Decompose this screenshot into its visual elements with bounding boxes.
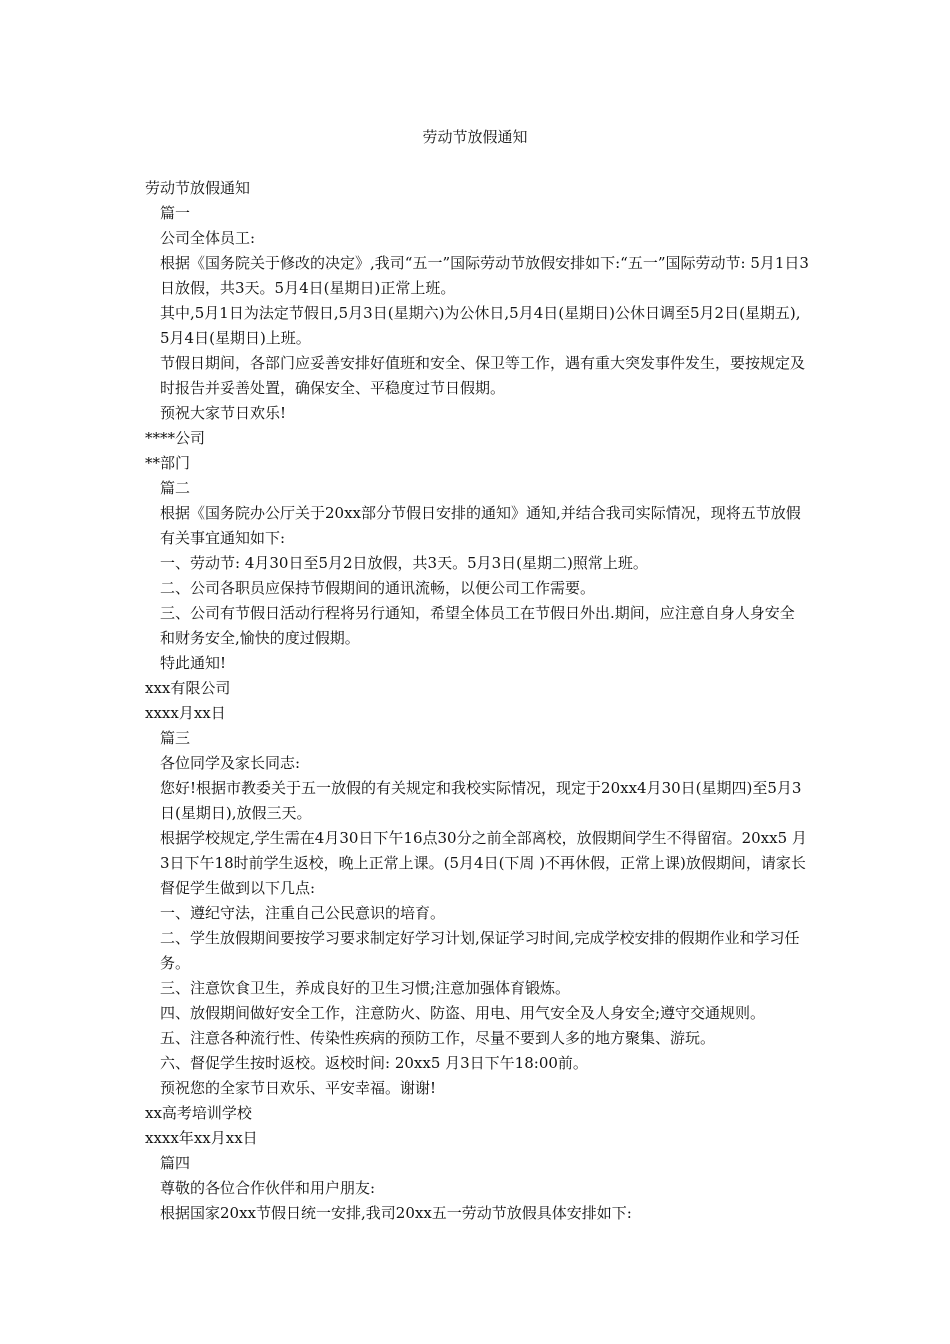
document-paragraph: 预祝您的全家节日欢乐、平安幸福。谢谢! [160, 1079, 437, 1097]
document-paragraph: 三、公司有节假日活动行程将另行通知，希望全体员工在节假日外出.期间，应注意自身人身安全和财务安全,愉快的度过假期。 [160, 604, 795, 647]
document-paragraph: 您好!根据市教委关于五一放假的有关规定和我校实际情况，现定于20xx4月30日(星期四)至5月3日(星期日),放假三天。 [160, 779, 802, 822]
document-paragraph: 根据学校规定,学生需在4月30日下午16点30分之前全部离校，放假期间学生不得留宿。20xx5 月3日下午18时前学生返校，晚上正常上课。(5月4日(下周 )不再休假，正常上课)放假期间，请家长督促学生做到以下几点: [160, 829, 807, 897]
document-paragraph: 一、遵纪守法，注重自己公民意识的培育。 [160, 904, 446, 922]
document-paragraph: 篇三 [160, 729, 191, 747]
document-paragraph: xxxx月xx日 [145, 704, 226, 722]
document-paragraph: 二、公司各职员应保持节假期间的通讯流畅，以便公司工作需要。 [160, 579, 596, 597]
document-paragraph: xxxx年xx月xx日 [145, 1129, 258, 1147]
document-paragraph: 劳动节放假通知 [145, 179, 251, 197]
document-body [145, 176, 809, 1226]
document-paragraph: 根据《国务院办公厅关于20xx部分节假日安排的通知》通知,并结合我司实际情况，现将五节放假有关事宜通知如下: [160, 504, 801, 547]
document-paragraph: 篇一 [160, 204, 191, 222]
document-paragraph: 篇四 [160, 1154, 191, 1172]
document-paragraph: ****公司 [145, 429, 206, 447]
document-paragraph: 公司全体员工: [160, 229, 256, 247]
document-paragraph: 四、放假期间做好安全工作，注意防火、防盗、用电、用气安全及人身安全;遵守交通规则。 [160, 1004, 766, 1022]
document-paragraph: 其中,5月1日为法定节假日,5月3日(星期六)为公休日,5月4日(星期日)公休日调至5月2日(星期五), 5月4日(星期日)上班。 [160, 304, 806, 347]
document-paragraph: 六、督促学生按时返校。返校时间: 20xx5 月3日下午18:00前。 [160, 1054, 588, 1072]
document-paragraph: 五、注意各种流行性、传染性疾病的预防工作，尽量不要到人多的地方聚集、游玩。 [160, 1029, 716, 1047]
document-paragraph: 三、注意饮食卫生，养成良好的卫生习惯;注意加强体育锻炼。 [160, 979, 571, 997]
document-paragraph: xxx有限公司 [145, 679, 231, 697]
document-paragraph: 根据国家20xx节假日统一安排,我司20xx五一劳动节放假具体安排如下: [160, 1204, 632, 1222]
document-paragraph: 一、劳动节: 4月30日至5月2日放假，共3天。5月3日(星期二)照常上班。 [160, 554, 648, 572]
document-paragraph: 篇二 [160, 479, 191, 497]
document-paragraph: 尊敬的各位合作伙伴和用户朋友: [160, 1179, 376, 1197]
document-paragraph: 预祝大家节日欢乐! [160, 404, 287, 422]
document-paragraph: 各位同学及家长同志: [160, 754, 301, 772]
document-paragraph: xx高考培训学校 [145, 1104, 252, 1122]
document-paragraph: 节假日期间，各部门应妥善安排好值班和安全、保卫等工作，遇有重大突发事件发生，要按规定及时报告并妥善处置，确保安全、平稳度过节日假期。 [160, 354, 806, 397]
document-paragraph: 特此通知! [160, 654, 227, 672]
document-paragraph: 根据《国务院关于修改的决定》,我司“五一”国际劳动节放假安排如下:“五一”国际劳动节: 5月1日3日放假，共3天。5月4日(星期日)正常上班。 [160, 254, 809, 297]
document-paragraph: **部门 [145, 454, 191, 472]
document-title: 劳动节放假通知 [422, 128, 528, 146]
document-paragraph: 二、学生放假期间要按学习要求制定好学习计划,保证学习时间,完成学校安排的假期作业和学习任务。 [160, 929, 800, 972]
